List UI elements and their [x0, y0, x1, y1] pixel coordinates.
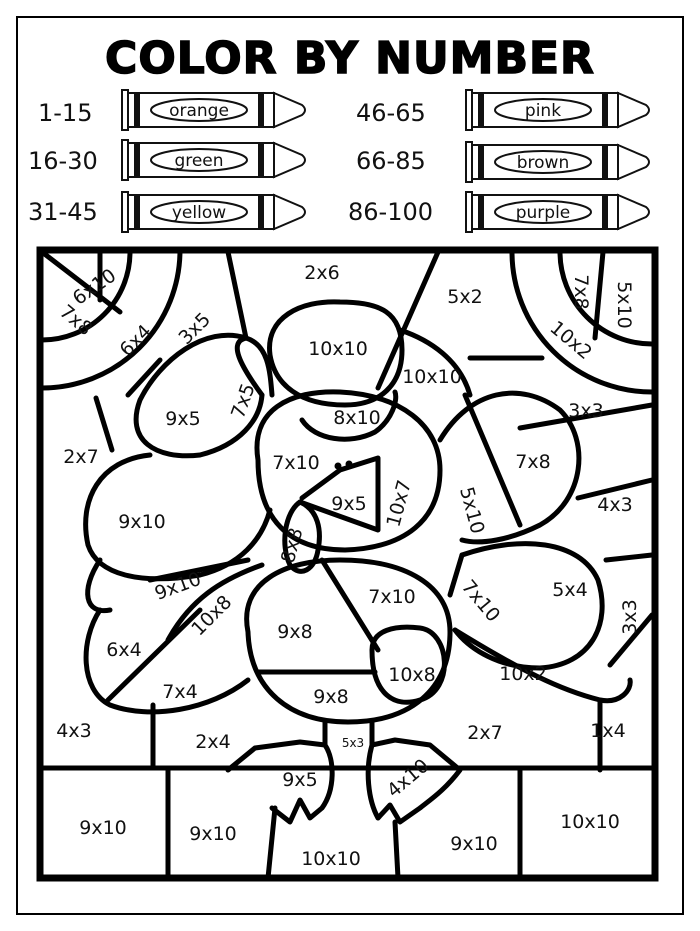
- key-color-name: yellow: [171, 203, 227, 223]
- region-label: 9x10: [151, 567, 205, 605]
- key-color-name: green: [174, 151, 224, 171]
- region-label: 10x7: [382, 477, 416, 530]
- region-label: 5x4: [552, 579, 588, 601]
- region-label: 3x5: [174, 308, 216, 350]
- eye-dot: [335, 463, 342, 470]
- region-label: 10x10: [560, 811, 620, 833]
- key-range: 16-30: [28, 147, 98, 175]
- region-label: 10x8: [388, 664, 436, 686]
- region-label: 10x10: [308, 338, 368, 360]
- region-label: 3x3: [568, 400, 604, 422]
- region-label: 9x8: [313, 686, 349, 708]
- region-label: 5x10: [455, 484, 489, 537]
- key-range: 1-15: [38, 99, 93, 127]
- region-label: 7x10: [272, 452, 320, 474]
- key-row-yellow: [28, 192, 305, 232]
- region-label: 2x6: [304, 262, 340, 284]
- key-range: 66-85: [356, 147, 426, 175]
- region-label: 10x2: [545, 316, 597, 365]
- key-color-name: brown: [516, 153, 570, 173]
- region-label: 2x4: [195, 731, 231, 753]
- key-color-name: orange: [169, 101, 229, 121]
- region-label: 10x8: [187, 591, 237, 641]
- region-label: 7x8: [570, 274, 592, 310]
- region-label: 2x7: [63, 446, 99, 468]
- region-label: 9x10: [118, 511, 166, 533]
- region-label: 7x8: [55, 300, 97, 341]
- region-label: 6x4: [106, 639, 142, 661]
- region-label: 4x3: [597, 494, 633, 516]
- eye-dot: [346, 461, 353, 468]
- region-label: 8x10: [333, 407, 381, 429]
- region-label: 6x4: [115, 320, 157, 362]
- region-label: 7x10: [368, 586, 416, 608]
- region-label: 10x2: [499, 663, 547, 685]
- region-label: 2x7: [467, 722, 503, 744]
- region-label: 9x10: [189, 823, 237, 845]
- key-row-purple: [348, 192, 649, 232]
- region-label: 6x10: [68, 264, 121, 310]
- region-label: 7x5: [226, 380, 260, 422]
- region-label: 5x10: [613, 281, 635, 329]
- key-range: 31-45: [28, 198, 98, 226]
- region-label: 9x5: [331, 493, 367, 515]
- key-row-orange: [38, 90, 305, 130]
- key-row-brown: [356, 142, 649, 182]
- region-label: 9x5: [165, 408, 201, 430]
- region-label: 9x10: [450, 833, 498, 855]
- region-label: 5x3: [341, 736, 365, 750]
- key-row-green: [28, 140, 305, 180]
- region-label: 4x3: [56, 720, 92, 742]
- key-row-pink: [356, 90, 649, 130]
- region-label: 9x8: [277, 621, 313, 643]
- region-label: 8x8: [276, 525, 308, 566]
- key-range: 46-65: [356, 99, 426, 127]
- key-range: 86-100: [348, 198, 434, 226]
- region-label: 10x10: [301, 848, 361, 870]
- region-label: 4x10: [382, 754, 434, 803]
- region-label: 1x4: [590, 720, 626, 742]
- page-title: COLOR BY NUMBER: [105, 33, 595, 84]
- key-color-name: purple: [515, 203, 571, 223]
- region-label: 5x2: [447, 286, 483, 308]
- region-label: 9x10: [79, 817, 127, 839]
- key-color-name: pink: [524, 101, 562, 121]
- region-label: 9x5: [282, 769, 318, 791]
- region-label: 7x8: [515, 451, 551, 473]
- region-label: 3x3: [619, 599, 641, 635]
- region-label: 7x10: [456, 575, 505, 627]
- region-label: 10x10: [402, 366, 462, 388]
- region-label: 7x4: [162, 681, 198, 703]
